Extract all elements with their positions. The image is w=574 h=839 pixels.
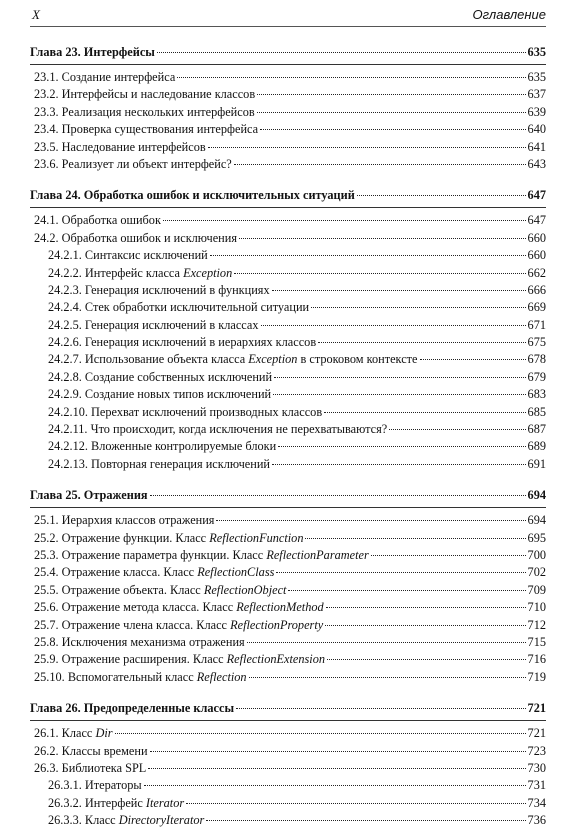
entry-page-number: 669 (527, 300, 546, 315)
entry-page-number: 723 (527, 743, 546, 758)
entry-page-number: 710 (527, 600, 546, 615)
entry-class-name: Dir (95, 726, 113, 741)
entry-number: 24.2. (34, 230, 59, 245)
entry-text: Иерархия классов отражения (61, 513, 215, 528)
entry-text: Стек обработки исключительной ситуации (84, 300, 310, 315)
entry-title (34, 634, 245, 651)
entry-class-name: Exception (183, 265, 233, 280)
entry-title (48, 386, 271, 403)
section-entry[interactable] (30, 564, 546, 581)
section-entry[interactable] (30, 743, 546, 760)
chapter-heading[interactable] (30, 696, 546, 721)
entry-title (48, 456, 270, 473)
entry-page-number: 689 (527, 439, 546, 454)
subsection-entry[interactable] (30, 386, 546, 403)
entry-number: 24.2.5. (48, 317, 82, 332)
leader-dots (234, 164, 526, 165)
entry-text: Классы времени (61, 743, 148, 758)
section-entry[interactable] (30, 69, 546, 86)
entry-text: Синтаксис исключений (84, 248, 208, 263)
entry-text-tail: в строковом контексте (297, 352, 418, 367)
entry-title (34, 230, 237, 247)
entry-text: Генерация исключений в функциях (84, 282, 270, 297)
entry-page-number: 695 (527, 530, 546, 545)
entry-class-name: ReflectionMethod (236, 600, 324, 615)
entry-number: 25.3. (34, 547, 59, 562)
leader-dots (148, 768, 525, 769)
entry-number: 23.6. (34, 156, 59, 171)
entry-text: Интерфейс (84, 795, 146, 810)
leader-dots (389, 429, 525, 430)
entry-text: Интерфейс класса (84, 265, 184, 280)
entry-text: Вспомогательный класс (67, 669, 197, 684)
entry-text: Отражение класса. Класс (61, 565, 198, 580)
entry-page-number: 660 (527, 230, 546, 245)
chapter-page-number: 721 (527, 701, 546, 716)
entry-page-number: 641 (527, 139, 546, 154)
leader-dots (278, 446, 525, 447)
entry-title (48, 795, 184, 812)
entry-page-number: 702 (527, 565, 546, 580)
entry-title (34, 617, 323, 634)
entry-page-number: 640 (527, 122, 546, 137)
subsection-entry[interactable] (30, 777, 546, 794)
entry-page-number: 683 (527, 387, 546, 402)
entry-text: Генерация исключений в иерархиях классов (84, 335, 317, 350)
leader-dots (150, 495, 526, 496)
section-entry[interactable] (30, 547, 546, 564)
entry-title (48, 247, 208, 264)
chapter-page-number: 635 (527, 45, 546, 59)
entry-text: Перехват исключений производных классов (91, 404, 323, 419)
chapter-heading[interactable] (30, 183, 546, 208)
leader-dots (318, 342, 525, 343)
leader-dots (326, 607, 526, 608)
section-entry[interactable] (30, 760, 546, 777)
leader-dots (249, 677, 526, 678)
entry-title (34, 104, 255, 121)
entry-class-name: DirectoryIterator (118, 813, 205, 828)
entry-page-number: 700 (527, 547, 546, 562)
entry-text: Отражение функции. Класс (61, 530, 210, 545)
subsection-entry[interactable] (30, 282, 546, 299)
entry-number: 26.3. (34, 760, 59, 775)
entry-page-number: 666 (527, 282, 546, 297)
entry-number: 25.5. (34, 582, 59, 597)
leader-dots (274, 377, 525, 378)
entry-title (48, 282, 270, 299)
section-entry[interactable] (30, 230, 546, 247)
subsection-entry[interactable] (30, 265, 546, 282)
entry-page-number: 685 (527, 404, 546, 419)
entry-page-number: 730 (527, 760, 546, 775)
subsection-entry[interactable] (30, 334, 546, 351)
chapter-section (30, 696, 546, 829)
leader-dots (272, 464, 526, 465)
leader-dots (236, 708, 525, 709)
entry-number: 24.2.13. (48, 456, 88, 471)
chapter-title: Глава 25. Отражения (30, 488, 148, 503)
chapter-page-number: 647 (527, 188, 546, 203)
entry-text: Генерация исключений в классах (84, 317, 259, 332)
entry-text: Обработка ошибок и исключения (61, 230, 237, 245)
entry-title (34, 156, 232, 173)
entry-number: 23.4. (34, 122, 59, 137)
entry-text: Реализует ли объект интерфейс? (61, 156, 232, 171)
entry-page-number: 694 (527, 513, 546, 528)
section-entry[interactable] (30, 725, 546, 742)
entry-title (48, 299, 309, 316)
entry-text: Отражение расширения. Класс (61, 652, 227, 667)
entry-text: Итераторы (84, 778, 142, 793)
chapter-section (30, 483, 546, 686)
subsection-entry[interactable] (30, 369, 546, 386)
entry-page-number: 691 (527, 456, 546, 471)
leader-dots (324, 412, 525, 413)
entry-title (48, 404, 322, 421)
entry-class-name: ReflectionProperty (230, 617, 324, 632)
running-title: Оглавление (472, 7, 546, 22)
entry-text: Отражение параметра функции. Класс (61, 547, 267, 562)
entry-text: Создание интерфейса (61, 70, 176, 84)
section-entry[interactable] (30, 86, 546, 103)
entry-title (34, 212, 161, 229)
section-entry[interactable] (30, 139, 546, 156)
entry-text: Что происходит, когда исключения не перехватываются? (90, 422, 388, 437)
entry-number: 24.2.11. (48, 422, 88, 437)
entry-title (34, 582, 286, 599)
section-entry[interactable] (30, 512, 546, 529)
entry-number: 24.2.10. (48, 404, 88, 419)
chapter-title: Глава 24. Обработка ошибок и исключительных ситуаций (30, 188, 355, 203)
entry-title (34, 564, 274, 581)
entry-text: Класс (84, 813, 119, 828)
entry-page-number: 712 (527, 617, 546, 632)
entry-class-name: ReflectionClass (197, 565, 275, 580)
chapter-title: Глава 26. Предопределенные классы (30, 701, 235, 716)
entry-number: 25.2. (34, 530, 59, 545)
entry-number: 25.8. (34, 634, 59, 649)
leader-dots (257, 94, 525, 95)
leader-dots (261, 325, 526, 326)
leader-dots (247, 642, 526, 643)
section-entry[interactable] (30, 651, 546, 668)
section-entry[interactable] (30, 530, 546, 547)
leader-dots (150, 751, 526, 752)
entry-number: 24.2.2. (48, 265, 82, 280)
leader-dots (305, 538, 525, 539)
entry-class-name: ReflectionFunction (209, 530, 304, 545)
section-entry[interactable] (30, 582, 546, 599)
subsection-entry[interactable] (30, 456, 546, 473)
entry-number: 24.2.7. (48, 352, 82, 367)
leader-dots (177, 77, 525, 78)
subsection-entry[interactable] (30, 317, 546, 334)
entry-number: 24.2.4. (48, 300, 82, 315)
entry-page-number: 716 (527, 652, 546, 667)
entry-title (48, 438, 276, 455)
chapter-title: Глава 23. Интерфейсы (30, 45, 155, 59)
leader-dots (216, 520, 525, 521)
entry-number: 25.4. (34, 565, 59, 580)
entry-number: 25.7. (34, 617, 59, 632)
entry-page-number: 671 (527, 317, 546, 332)
entry-title (48, 351, 418, 368)
entry-number: 23.3. (34, 104, 59, 119)
entry-class-name: Iterator (145, 795, 185, 810)
entry-title (34, 530, 303, 547)
leader-dots (210, 255, 526, 256)
leader-dots (420, 359, 526, 360)
entry-title (34, 139, 206, 156)
entry-title (34, 121, 258, 138)
entry-text: Создание новых типов исключений (84, 387, 272, 402)
leader-dots (206, 820, 525, 821)
entry-text: Повторная генерация исключений (91, 456, 270, 471)
leader-dots (144, 785, 526, 786)
section-entry[interactable] (30, 104, 546, 121)
section-entry[interactable] (30, 617, 546, 634)
entry-number: 24.2.12. (48, 439, 88, 454)
entry-text: Проверка существования интерфейса (61, 122, 259, 137)
entry-number: 23.2. (34, 87, 59, 102)
entry-page-number: 647 (527, 213, 546, 228)
leader-dots (272, 290, 526, 291)
page-number-roman: X (32, 7, 40, 22)
leader-dots (234, 273, 525, 274)
entry-text: Вложенные контролируемые блоки (91, 439, 277, 454)
entry-page-number: 736 (527, 813, 546, 828)
entry-number: 23.5. (34, 139, 59, 154)
entry-page-number: 678 (527, 352, 546, 367)
entry-number: 25.1. (34, 513, 59, 528)
leader-dots (163, 220, 526, 221)
entry-title (48, 317, 259, 334)
entry-text: Использование объекта класса (84, 352, 249, 367)
entry-number: 25.10. (34, 669, 65, 684)
entry-text: Отражение члена класса. Класс (61, 617, 231, 632)
leader-dots (208, 147, 526, 148)
leader-dots (371, 555, 526, 556)
leader-dots (115, 733, 526, 734)
section-entry[interactable] (30, 212, 546, 229)
entry-page-number: 635 (527, 70, 546, 84)
entry-number: 24.2.9. (48, 387, 82, 402)
entry-text: Создание собственных исключений (84, 369, 273, 384)
entry-title (34, 669, 247, 686)
leader-dots (157, 52, 526, 53)
entry-title (48, 421, 387, 438)
chapter-heading[interactable] (30, 483, 546, 508)
entry-number: 26.3.1. (48, 778, 82, 793)
chapter-section (30, 183, 546, 473)
leader-dots (325, 625, 525, 626)
entry-text: Наследование интерфейсов (61, 139, 206, 154)
entry-title (34, 69, 175, 86)
leader-dots (186, 803, 525, 804)
subsection-entry[interactable] (30, 247, 546, 264)
entry-page-number: 715 (527, 634, 546, 649)
leader-dots (276, 572, 525, 573)
entry-page-number: 687 (527, 422, 546, 437)
entry-class-name: ReflectionExtension (226, 652, 325, 667)
chapter-section (30, 40, 546, 173)
entry-title (34, 512, 214, 529)
entry-title (34, 760, 146, 777)
entry-page-number: 731 (527, 778, 546, 793)
entry-text: Интерфейсы и наследование классов (61, 87, 256, 102)
entry-title (34, 547, 369, 564)
entry-number: 26.3.3. (48, 813, 82, 828)
entry-title (34, 651, 325, 668)
leader-dots (311, 307, 525, 308)
entry-number: 24.2.1. (48, 248, 82, 263)
entry-page-number: 719 (527, 669, 546, 684)
running-header (30, 6, 546, 27)
entry-class-name: ReflectionParameter (266, 547, 369, 562)
subsection-entry[interactable] (30, 299, 546, 316)
entry-text: Отражение объекта. Класс (61, 582, 204, 597)
entry-page-number: 734 (527, 795, 546, 810)
entry-class-name: Reflection (196, 669, 247, 684)
section-entry[interactable] (30, 634, 546, 651)
entry-class-name: ReflectionObject (203, 582, 287, 597)
section-entry[interactable] (30, 121, 546, 138)
section-entry[interactable] (30, 669, 546, 686)
entry-title (48, 369, 272, 386)
entry-title (34, 725, 113, 742)
entry-title (48, 812, 204, 829)
entry-number: 26.2. (34, 743, 59, 758)
entry-title (34, 599, 324, 616)
entry-number: 26.1. (34, 726, 59, 741)
entry-text: Отражение метода класса. Класс (61, 600, 237, 615)
chapter-page-number: 694 (527, 488, 546, 503)
entry-page-number: 709 (527, 582, 546, 597)
chapter-heading[interactable] (30, 40, 546, 65)
entry-page-number: 637 (527, 87, 546, 102)
leader-dots (239, 238, 526, 239)
entry-title (48, 265, 232, 282)
subsection-entry[interactable] (30, 812, 546, 829)
entry-page-number: 639 (527, 104, 546, 119)
entry-page-number: 675 (527, 335, 546, 350)
leader-dots (273, 394, 525, 395)
entry-text: Исключения механизма отражения (61, 634, 245, 649)
section-entry[interactable] (30, 156, 546, 173)
entry-number: 24.1. (34, 213, 59, 228)
subsection-entry[interactable] (30, 421, 546, 438)
entry-number: 24.2.3. (48, 282, 82, 297)
leader-dots (257, 112, 526, 113)
entry-number: 23.1. (34, 70, 59, 84)
entry-number: 24.2.8. (48, 369, 82, 384)
entry-text: Библиотека SPL (61, 760, 147, 775)
entry-page-number: 721 (527, 726, 546, 741)
entry-class-name: Exception (248, 352, 298, 367)
entry-page-number: 662 (527, 265, 546, 280)
entry-number: 25.6. (34, 600, 59, 615)
subsection-entry[interactable] (30, 438, 546, 455)
entry-page-number: 660 (527, 248, 546, 263)
entry-page-number: 643 (527, 156, 546, 171)
leader-dots (288, 590, 525, 591)
entry-title (34, 86, 255, 103)
leader-dots (357, 195, 526, 196)
subsection-entry[interactable] (30, 351, 546, 368)
entry-title (48, 334, 316, 351)
entry-title (34, 743, 148, 760)
subsection-entry[interactable] (30, 404, 546, 421)
entry-page-number: 679 (527, 369, 546, 384)
entry-text: Реализация нескольких интерфейсов (61, 104, 255, 119)
section-entry[interactable] (30, 599, 546, 616)
entry-title (48, 777, 142, 794)
entry-number: 24.2.6. (48, 335, 82, 350)
entry-number: 26.3.2. (48, 795, 82, 810)
entry-text: Обработка ошибок (61, 213, 161, 228)
leader-dots (260, 129, 525, 130)
entry-number: 25.9. (34, 652, 59, 667)
subsection-entry[interactable] (30, 795, 546, 812)
entry-text: Класс (61, 726, 96, 741)
table-of-contents (30, 40, 546, 839)
leader-dots (327, 659, 526, 660)
